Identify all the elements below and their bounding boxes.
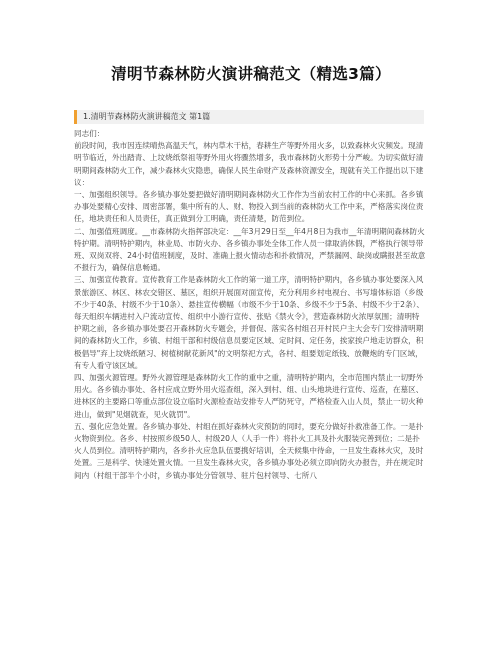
document-title: 清明节森林防火演讲稿范文（精选3篇） — [111, 65, 391, 83]
paragraph-greeting: 同志们： — [74, 129, 105, 138]
paragraph-publicity: 三、加强宣传教育。宣传教育工作是森林防火工作的第一道工序，清明特护期内，各乡镇办事处要深入风景旅游区、林区、林农交错区、墓区，组织开展面对面宣传，充分利用乡村电视台、书写墙体标语（乡级不少于40条、村级不少于10条）、悬挂宣传横幅（市级不少于10条、乡级不少于5条、村级不少于2条）、每天组织车辆进村入户流动宣传、组织中小游行宣传、张贴《禁火令》，营造森林防火浓厚氛围；清明特护期之前，各乡镇办事处要召开森林防火专题会，并督促、落实各村组召开村民户主大会专门安排清明期间的森林防火工作，乡镇、村组干部和村级信息员要定区域、定时间、定任务，挨家挨户地走访群众，积极倡导"弃上坟烧纸陋习、树植树献花新风"的文明祭祀方式，各村、组要划定纸钱、放鞭炮的专门区域，有专人看守该区域。 — [74, 275, 424, 370]
section-heading-bar — [74, 110, 424, 124]
paragraph-emergency: 五、强化应急处置。各乡镇办事处、村组在抓好森林火灾预防的同时，要充分做好扑救准备工作。一是扑火物资到位。各乡、村按照乡级50人、村级20人（人手一件）将扑火工具及扑火服装完善到位；二是扑火人员到位。清明特护期内，各乡扑火应急队伍要携好培训，全天候集中待命，一旦发生森林火灾，及时处置。三是科学、快速处置火情。一旦发生森林火灾，各乡镇办事处必须立即向防火办报告，并在规定时间内（村组干部半个小时，乡镇办事处分管领导、驻片包村领导、七所八 — [74, 421, 424, 480]
paragraph-organization: 一、加强组织领导。各乡镇办事处要把做好清明期间森林防火工作作为当前农村工作的中心来抓。各乡镇办事处要精心安排、周密部署，集中所有的人、财、物投入到当前的森林防火工作中来，严格落实岗位责任，地块责任和人员责任，真正做到分工明确，责任清楚，防范到位。 — [74, 190, 424, 224]
section-heading: 1.清明节森林防火演讲稿范文 第1篇 — [83, 112, 211, 121]
paragraph-duty: 二、加强值班调度。__市森林防火指挥部决定：__年3月29日至__年4月8日为我市__年清明期间森林防火特护期。清明特护期内，林业局、市防火办、各乡镇办事处全体工作人员一律取消休假，严格执行领导带班、双岗双将、24小时值班制度，及时、准确上报火情动态和扑救情况，严禁漏网、缺岗或瞒报甚至故意不报行为，确保信息畅通。 — [74, 226, 426, 273]
paragraph-intro: 前段时间，我市因连续晴热高温天气，林内草木干枯，春耕生产等野外用火多，以致森林火灾频发。现清明节临近，外出踏青、上坟烧纸祭祖等野外用火将骤然增多，我市森林防火形势十分严峻。为切实做好清明期间森林防火工作，减少森林火灾隐患，确保人民生命财产及森林资源安全，现就有关工作提出以下建议： — [74, 141, 424, 187]
paragraph-fire-source: 四、加强火源管理。野外火源管理是森林防火工作的重中之重，清明特护期内，全市范围内禁止一切野外用火。各乡镇办事处、各村应成立野外用火巡查组，深入到村、组、山头地块进行宣传、巡查，在墓区、进林区的主要路口等重点部位设立临时火源检查站安排专人严防死守，严格检查入山人员，禁止一切火种进山，做到"见烟就查，见火就罚"。 — [74, 373, 424, 419]
document-body — [74, 128, 426, 482]
